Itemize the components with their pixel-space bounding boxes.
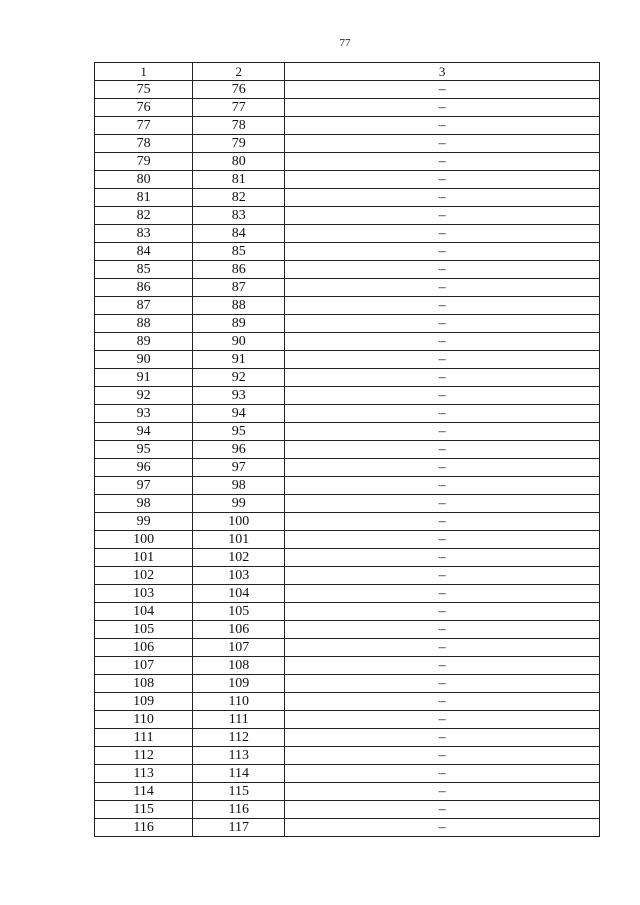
table-cell-col-1: 87 — [95, 297, 193, 315]
table-cell-col-1: 80 — [95, 171, 193, 189]
table-cell-col-3: – — [285, 801, 600, 819]
table-row — [95, 549, 600, 567]
table-cell-col-1: 97 — [95, 477, 193, 495]
column-header-3: 3 — [285, 63, 600, 81]
table-cell-col-3: – — [285, 441, 600, 459]
table-row — [95, 513, 600, 531]
table-cell-col-3: – — [285, 351, 600, 369]
table-cell-col-2: 87 — [193, 279, 285, 297]
table-cell-col-2: 108 — [193, 657, 285, 675]
table-cell-col-2: 77 — [193, 99, 285, 117]
table-cell-col-1: 90 — [95, 351, 193, 369]
table-row — [95, 819, 600, 837]
table-cell-col-3: – — [285, 711, 600, 729]
table-cell-col-3: – — [285, 585, 600, 603]
table-cell-col-2: 91 — [193, 351, 285, 369]
table-cell-col-1: 106 — [95, 639, 193, 657]
table-row — [95, 423, 600, 441]
table-row — [95, 99, 600, 117]
table-cell-col-1: 76 — [95, 99, 193, 117]
table-cell-col-3: – — [285, 369, 600, 387]
table-cell-col-1: 104 — [95, 603, 193, 621]
column-header-2: 2 — [193, 63, 285, 81]
table-cell-col-2: 116 — [193, 801, 285, 819]
table-cell-col-2: 109 — [193, 675, 285, 693]
table-cell-col-3: – — [285, 783, 600, 801]
table-cell-col-2: 100 — [193, 513, 285, 531]
table-cell-col-1: 88 — [95, 315, 193, 333]
table-cell-col-3: – — [285, 207, 600, 225]
table-cell-col-3: – — [285, 279, 600, 297]
table-cell-col-1: 93 — [95, 405, 193, 423]
table-cell-col-2: 78 — [193, 117, 285, 135]
table-cell-col-2: 102 — [193, 549, 285, 567]
table-cell-col-2: 79 — [193, 135, 285, 153]
table-cell-col-1: 96 — [95, 459, 193, 477]
table-cell-col-1: 108 — [95, 675, 193, 693]
table-cell-col-2: 96 — [193, 441, 285, 459]
table-row — [95, 495, 600, 513]
table-header — [95, 63, 600, 81]
table-cell-col-2: 82 — [193, 189, 285, 207]
table-cell-col-3: – — [285, 495, 600, 513]
table-row — [95, 801, 600, 819]
table-cell-col-2: 93 — [193, 387, 285, 405]
table-row — [95, 261, 600, 279]
table-cell-col-2: 90 — [193, 333, 285, 351]
table-cell-col-3: – — [285, 567, 600, 585]
table-cell-col-2: 97 — [193, 459, 285, 477]
table-cell-col-3: – — [285, 477, 600, 495]
table-cell-col-3: – — [285, 531, 600, 549]
table-row — [95, 783, 600, 801]
column-header-1: 1 — [95, 63, 193, 81]
table-cell-col-2: 88 — [193, 297, 285, 315]
table-row — [95, 369, 600, 387]
table-cell-col-3: – — [285, 243, 600, 261]
table-cell-col-2: 106 — [193, 621, 285, 639]
table-cell-col-2: 101 — [193, 531, 285, 549]
table-row — [95, 297, 600, 315]
table-cell-col-1: 98 — [95, 495, 193, 513]
table-row — [95, 711, 600, 729]
table-row — [95, 333, 600, 351]
table-row — [95, 477, 600, 495]
table-row — [95, 225, 600, 243]
table-row — [95, 243, 600, 261]
table-cell-col-3: – — [285, 315, 600, 333]
table-cell-col-1: 77 — [95, 117, 193, 135]
table-cell-col-1: 111 — [95, 729, 193, 747]
table-cell-col-3: – — [285, 171, 600, 189]
table-cell-col-1: 79 — [95, 153, 193, 171]
table-cell-col-1: 100 — [95, 531, 193, 549]
table-cell-col-3: – — [285, 747, 600, 765]
table-row — [95, 387, 600, 405]
table-row — [95, 567, 600, 585]
table-cell-col-2: 103 — [193, 567, 285, 585]
table-cell-col-1: 75 — [95, 81, 193, 99]
table-row — [95, 531, 600, 549]
table-cell-col-3: – — [285, 99, 600, 117]
table-cell-col-2: 89 — [193, 315, 285, 333]
table-row — [95, 207, 600, 225]
table-cell-col-2: 98 — [193, 477, 285, 495]
table-cell-col-1: 99 — [95, 513, 193, 531]
table-cell-col-1: 101 — [95, 549, 193, 567]
table-row — [95, 675, 600, 693]
table-cell-col-1: 107 — [95, 657, 193, 675]
table-row — [95, 279, 600, 297]
table-cell-col-3: – — [285, 459, 600, 477]
table-row — [95, 729, 600, 747]
table-cell-col-2: 112 — [193, 729, 285, 747]
table-cell-col-1: 103 — [95, 585, 193, 603]
table-cell-col-2: 114 — [193, 765, 285, 783]
table-cell-col-3: – — [285, 261, 600, 279]
table-cell-col-2: 111 — [193, 711, 285, 729]
table-row — [95, 621, 600, 639]
table-cell-col-3: – — [285, 513, 600, 531]
page-number: 77 — [339, 37, 351, 49]
table-row — [95, 405, 600, 423]
table-cell-col-1: 110 — [95, 711, 193, 729]
table-cell-col-3: – — [285, 333, 600, 351]
table-cell-col-1: 109 — [95, 693, 193, 711]
table-cell-col-2: 76 — [193, 81, 285, 99]
table-cell-col-2: 83 — [193, 207, 285, 225]
table-cell-col-3: – — [285, 639, 600, 657]
table-cell-col-2: 84 — [193, 225, 285, 243]
table-cell-col-3: – — [285, 657, 600, 675]
table-row — [95, 657, 600, 675]
table-cell-col-3: – — [285, 135, 600, 153]
table-cell-col-3: – — [285, 405, 600, 423]
table-row — [95, 765, 600, 783]
table-cell-col-2: 81 — [193, 171, 285, 189]
table-row — [95, 117, 600, 135]
table-cell-col-1: 115 — [95, 801, 193, 819]
table-row — [95, 441, 600, 459]
table-cell-col-3: – — [285, 189, 600, 207]
table-cell-col-1: 83 — [95, 225, 193, 243]
table-cell-col-3: – — [285, 549, 600, 567]
table-cell-col-3: – — [285, 153, 600, 171]
table-cell-col-1: 113 — [95, 765, 193, 783]
table-cell-col-2: 94 — [193, 405, 285, 423]
data-table — [94, 62, 600, 837]
table-row — [95, 135, 600, 153]
table-cell-col-2: 117 — [193, 819, 285, 837]
table-cell-col-3: – — [285, 225, 600, 243]
table-cell-col-1: 91 — [95, 369, 193, 387]
table-cell-col-1: 94 — [95, 423, 193, 441]
table-cell-col-3: – — [285, 603, 600, 621]
table-cell-col-1: 86 — [95, 279, 193, 297]
table-cell-col-2: 113 — [193, 747, 285, 765]
table-cell-col-1: 89 — [95, 333, 193, 351]
table-row — [95, 351, 600, 369]
table-cell-col-2: 105 — [193, 603, 285, 621]
table-cell-col-1: 78 — [95, 135, 193, 153]
table-cell-col-2: 85 — [193, 243, 285, 261]
table-row — [95, 315, 600, 333]
table-cell-col-3: – — [285, 387, 600, 405]
table-cell-col-3: – — [285, 765, 600, 783]
table-cell-col-3: – — [285, 819, 600, 837]
table-cell-col-3: – — [285, 729, 600, 747]
table-cell-col-3: – — [285, 81, 600, 99]
table-cell-col-1: 84 — [95, 243, 193, 261]
table-cell-col-2: 99 — [193, 495, 285, 513]
header-row — [95, 63, 600, 81]
table-cell-col-2: 92 — [193, 369, 285, 387]
table-cell-col-2: 104 — [193, 585, 285, 603]
table-cell-col-1: 102 — [95, 567, 193, 585]
table-cell-col-2: 95 — [193, 423, 285, 441]
table-cell-col-2: 86 — [193, 261, 285, 279]
table-cell-col-3: – — [285, 621, 600, 639]
table-cell-col-3: – — [285, 693, 600, 711]
table-row — [95, 603, 600, 621]
table-cell-col-1: 105 — [95, 621, 193, 639]
table-row — [95, 747, 600, 765]
table-row — [95, 693, 600, 711]
table-cell-col-1: 114 — [95, 783, 193, 801]
table-cell-col-1: 112 — [95, 747, 193, 765]
table-row — [95, 585, 600, 603]
table-body — [95, 81, 600, 837]
table-cell-col-2: 110 — [193, 693, 285, 711]
table-row — [95, 81, 600, 99]
table-cell-col-2: 115 — [193, 783, 285, 801]
table-cell-col-1: 116 — [95, 819, 193, 837]
table-cell-col-3: – — [285, 297, 600, 315]
table-cell-col-2: 80 — [193, 153, 285, 171]
table-cell-col-1: 82 — [95, 207, 193, 225]
table-cell-col-1: 95 — [95, 441, 193, 459]
table-cell-col-1: 92 — [95, 387, 193, 405]
table-cell-col-3: – — [285, 423, 600, 441]
table-cell-col-3: – — [285, 117, 600, 135]
table-row — [95, 153, 600, 171]
table-cell-col-2: 107 — [193, 639, 285, 657]
table-row — [95, 639, 600, 657]
table-cell-col-1: 85 — [95, 261, 193, 279]
table-row — [95, 171, 600, 189]
table-cell-col-1: 81 — [95, 189, 193, 207]
table-cell-col-3: – — [285, 675, 600, 693]
table-row — [95, 459, 600, 477]
table-row — [95, 189, 600, 207]
